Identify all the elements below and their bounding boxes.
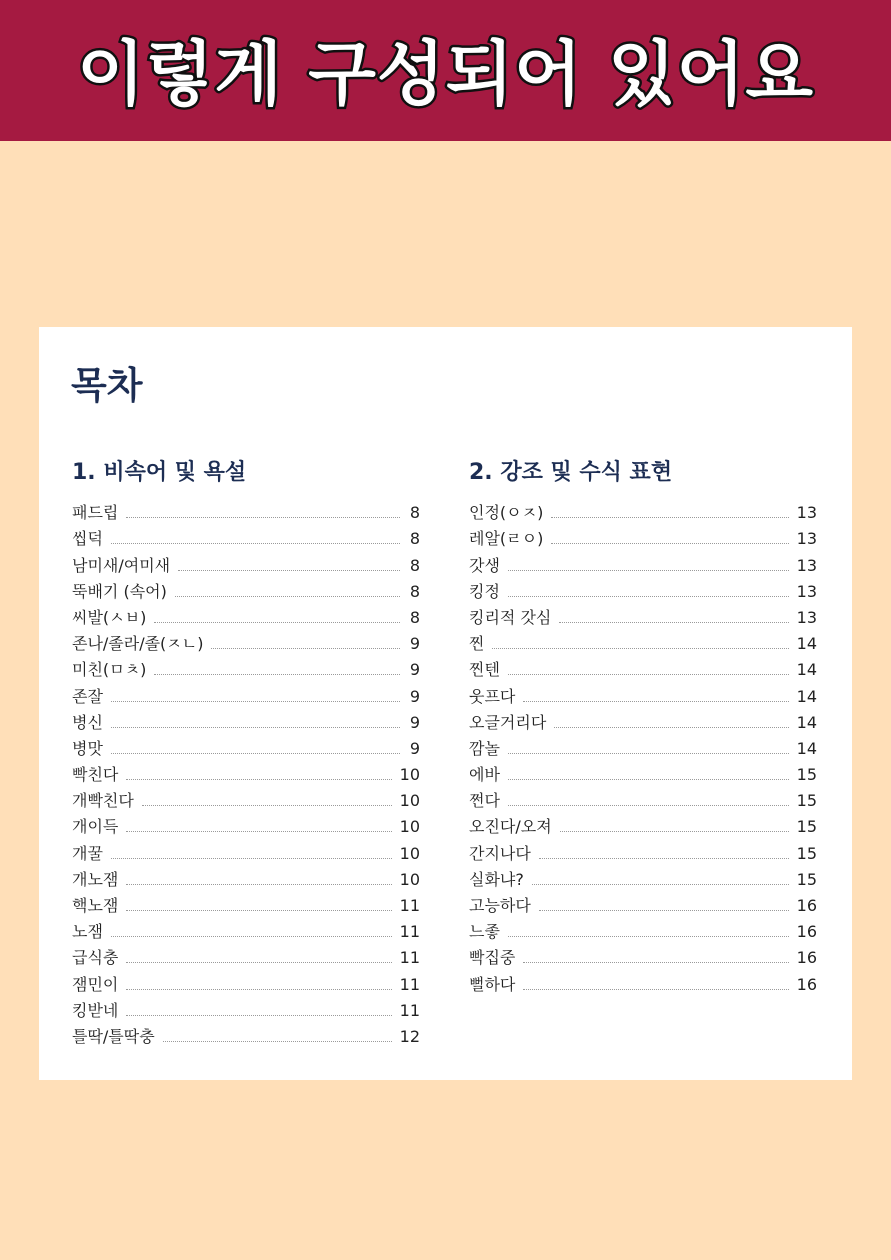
dot-leader (111, 701, 400, 702)
toc-entry (72, 890, 420, 916)
toc-section-2 (469, 457, 817, 995)
dot-leader (551, 517, 788, 518)
toc-entry-title: 쩐다 (469, 791, 500, 811)
toc-entry-title: 잼민이 (72, 974, 119, 994)
entry-list (72, 497, 420, 1047)
dot-leader (126, 910, 391, 911)
dot-leader (126, 884, 391, 885)
toc-entry-title: 개빡친다 (72, 791, 134, 811)
dot-leader (560, 831, 789, 832)
dot-leader (111, 727, 400, 728)
toc-entry-page: 9 (409, 660, 420, 680)
toc-entry-title: 개노잼 (72, 869, 119, 889)
toc-entry (72, 942, 420, 968)
toc-entry-page: 15 (796, 791, 817, 811)
dot-leader (492, 648, 788, 649)
toc-entry-title: 간지나다 (469, 843, 531, 863)
toc-entry-title: 급식충 (72, 948, 119, 968)
toc-section-1 (72, 457, 420, 1047)
toc-entry (469, 811, 817, 837)
toc-entry (72, 707, 420, 733)
toc-entry-page: 13 (796, 607, 817, 627)
header-banner (0, 0, 891, 141)
toc-entry (72, 628, 420, 654)
toc-entry-title: 뻘하다 (469, 974, 516, 994)
dot-leader (508, 779, 789, 780)
dot-leader (111, 543, 400, 544)
toc-entry-page: 10 (399, 817, 420, 837)
toc-heading: 목차 (71, 364, 143, 407)
toc-entry-title: 찐 (469, 634, 485, 654)
toc-entry (469, 864, 817, 890)
toc-entry (72, 680, 420, 706)
dot-leader (126, 831, 391, 832)
toc-entry (469, 497, 817, 523)
toc-entry-title: 씨발(ㅅㅂ) (72, 607, 147, 627)
toc-entry (72, 916, 420, 942)
toc-entry-title: 개꿀 (72, 843, 103, 863)
dot-leader (126, 779, 391, 780)
toc-entry-page: 11 (399, 922, 420, 942)
toc-entry-title: 느좋 (469, 922, 500, 942)
toc-entry-page: 14 (796, 738, 817, 758)
toc-entry-page: 12 (399, 1026, 420, 1046)
dot-leader (175, 596, 400, 597)
toc-entry-title: 씹덕 (72, 529, 103, 549)
banner-title: 이렇게 구성되어 있어요 (77, 33, 814, 115)
toc-entry (469, 628, 817, 654)
toc-entry-title: 뚝배기 (속어) (72, 581, 167, 601)
toc-entry-title: 남미새/여미새 (72, 555, 171, 575)
dot-leader (508, 596, 789, 597)
dot-leader (508, 936, 789, 937)
toc-entry (72, 602, 420, 628)
toc-entry-page: 11 (399, 896, 420, 915)
toc-entry-page: 8 (409, 529, 420, 549)
toc-entry-title: 고능하다 (469, 896, 531, 915)
dot-leader (508, 805, 789, 806)
toc-entry-page: 15 (796, 843, 817, 863)
toc-entry-page: 14 (796, 686, 817, 706)
toc-entry (72, 759, 420, 785)
dot-leader (508, 570, 789, 571)
toc-entry (469, 602, 817, 628)
toc-entry-page: 8 (409, 607, 420, 627)
toc-entry (72, 837, 420, 863)
toc-entry-page: 8 (409, 503, 420, 523)
dot-leader (211, 648, 400, 649)
toc-entry-page: 10 (399, 765, 420, 785)
toc-entry (72, 654, 420, 680)
toc-entry (72, 864, 420, 890)
toc-entry-title: 빡집중 (469, 948, 516, 968)
toc-entry-title: 오진다/오져 (469, 817, 552, 837)
dot-leader (532, 884, 789, 885)
toc-entry-title: 킹정 (469, 581, 500, 601)
dot-leader (126, 1015, 391, 1016)
toc-entry-page: 14 (796, 712, 817, 732)
toc-entry-title: 웃프다 (469, 686, 516, 706)
toc-entry (72, 576, 420, 602)
toc-entry (72, 995, 420, 1021)
section-title: 1. 비속어 및 욕설 (72, 460, 247, 485)
toc-entry-page: 16 (796, 948, 817, 968)
toc-entry-page: 14 (796, 634, 817, 654)
dot-leader (523, 989, 788, 990)
toc-entry (72, 497, 420, 523)
dot-leader (126, 962, 391, 963)
toc-entry-page: 10 (399, 791, 420, 811)
toc-entry-page: 13 (796, 529, 817, 549)
toc-entry-page: 16 (796, 896, 817, 915)
dot-leader (111, 753, 400, 754)
dot-leader (178, 570, 400, 571)
section-title: 2. 강조 및 수식 표현 (469, 460, 673, 485)
toc-entry (469, 707, 817, 733)
toc-entry-title: 킹리적 갓심 (469, 607, 552, 627)
toc-entry-page: 9 (409, 634, 420, 654)
toc-entry-page: 11 (399, 948, 420, 968)
toc-entry (469, 759, 817, 785)
entry-list (469, 497, 817, 995)
dot-leader (126, 517, 400, 518)
dot-leader (142, 805, 392, 806)
toc-entry-title: 존잘 (72, 686, 103, 706)
dot-leader (554, 727, 788, 728)
toc-entry-page: 10 (399, 843, 420, 863)
toc-entry (469, 890, 817, 916)
toc-entry-title: 병신 (72, 712, 103, 732)
dot-leader (539, 910, 789, 911)
toc-entry-page: 8 (409, 581, 420, 601)
toc-entry (72, 549, 420, 575)
dot-leader (551, 543, 788, 544)
toc-entry-page: 13 (796, 581, 817, 601)
toc-entry-page: 13 (796, 503, 817, 523)
dot-leader (508, 753, 789, 754)
toc-entry-page: 10 (399, 869, 420, 889)
dot-leader (154, 674, 400, 675)
toc-entry (469, 916, 817, 942)
toc-entry-page: 11 (399, 1000, 420, 1020)
toc-entry (72, 811, 420, 837)
dot-leader (126, 989, 391, 990)
toc-entry (72, 785, 420, 811)
toc-entry (469, 576, 817, 602)
toc-entry-title: 에바 (469, 765, 500, 785)
dot-leader (559, 622, 788, 623)
toc-entry-page: 9 (409, 686, 420, 706)
toc-entry (469, 968, 817, 994)
toc-entry (469, 785, 817, 811)
dot-leader (111, 858, 392, 859)
toc-entry-title: 패드립 (72, 503, 119, 523)
toc-entry (469, 733, 817, 759)
toc-entry-title: 인정(ㅇㅈ) (469, 503, 544, 523)
dot-leader (111, 936, 392, 937)
toc-entry-title: 실화냐? (469, 869, 524, 889)
dot-leader (163, 1041, 392, 1042)
toc-entry (469, 942, 817, 968)
toc-entry-page: 9 (409, 712, 420, 732)
toc-card (39, 327, 852, 1080)
toc-entry (72, 733, 420, 759)
toc-entry-page: 15 (796, 765, 817, 785)
toc-entry-title: 틀딱/틀딱충 (72, 1026, 155, 1046)
toc-entry-page: 11 (399, 974, 420, 994)
toc-entry-title: 레알(ㄹㅇ) (469, 529, 544, 549)
toc-entry (72, 523, 420, 549)
toc-entry-title: 미친(ㅁㅊ) (72, 660, 147, 680)
toc-entry-page: 13 (796, 555, 817, 575)
toc-entry (469, 549, 817, 575)
dot-leader (508, 674, 789, 675)
toc-entry-title: 갓생 (469, 555, 500, 575)
toc-entry (72, 968, 420, 994)
toc-entry-title: 킹받네 (72, 1000, 119, 1020)
toc-entry-page: 8 (409, 555, 420, 575)
toc-entry (72, 1021, 420, 1047)
toc-entry-page: 16 (796, 974, 817, 994)
dot-leader (154, 622, 400, 623)
toc-entry-page: 14 (796, 660, 817, 680)
toc-entry-title: 깜놀 (469, 738, 500, 758)
dot-leader (523, 962, 788, 963)
toc-entry-title: 핵노잼 (72, 896, 119, 915)
toc-entry-title: 노잼 (72, 922, 103, 942)
toc-entry-title: 개이득 (72, 817, 119, 837)
toc-entry-page: 9 (409, 738, 420, 758)
toc-entry (469, 680, 817, 706)
toc-entry (469, 837, 817, 863)
toc-entry-page: 15 (796, 869, 817, 889)
toc-entry-title: 오글거리다 (469, 712, 547, 732)
toc-entry (469, 654, 817, 680)
toc-entry-page: 16 (796, 922, 817, 942)
toc-entry (469, 523, 817, 549)
toc-entry-title: 존나/졸라/졸(ㅈㄴ) (72, 634, 204, 654)
dot-leader (539, 858, 789, 859)
toc-entry-title: 빡친다 (72, 765, 119, 785)
toc-entry-page: 15 (796, 817, 817, 837)
toc-entry-title: 병맛 (72, 738, 103, 758)
dot-leader (523, 701, 788, 702)
toc-entry-title: 찐텐 (469, 660, 500, 680)
